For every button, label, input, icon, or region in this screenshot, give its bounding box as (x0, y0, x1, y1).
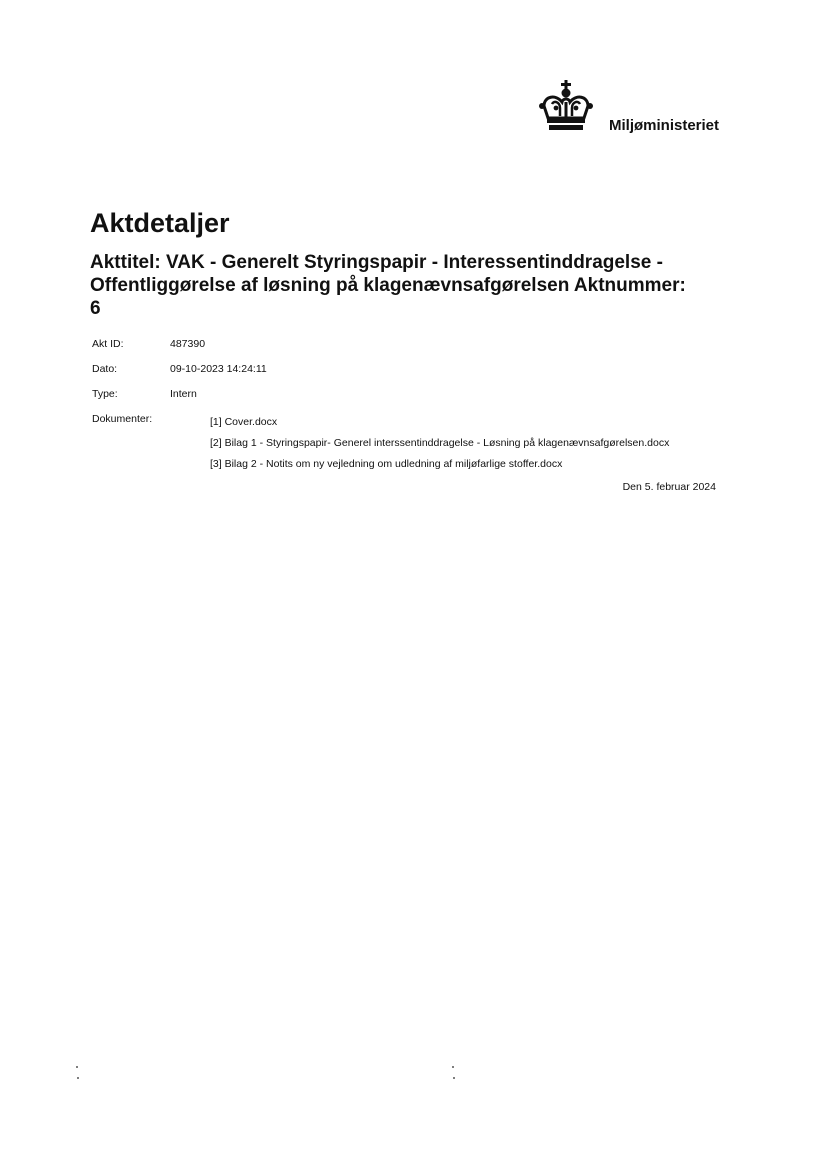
list-item: [1] Cover.docx (210, 416, 278, 428)
act-id-label: Akt ID: (92, 338, 124, 350)
document-date: Den 5. februar 2024 (622, 481, 716, 493)
act-title-block (90, 251, 700, 320)
act-number-label: Aktnummer: (573, 275, 686, 296)
type-value: Intern (170, 388, 197, 400)
documents-label: Dokumenter: (92, 413, 153, 425)
act-id-value: 487390 (170, 338, 206, 350)
act-title: VAK - Generelt Styringspapir - Interessentinddragelse - Offentliggørelse af løsning på klagenævnsafgørelsen (90, 252, 663, 296)
page-title: Aktdetaljer (90, 208, 230, 238)
scan-speck (77, 1077, 79, 1079)
ministry-logo (538, 80, 738, 140)
ministry-name: Miljøministeriet (609, 117, 720, 134)
date-label: Dato: (92, 363, 118, 375)
list-item: [3] Bilag 2 - Notits om ny vejledning om udledning af miljøfarlige stoffer.docx (210, 458, 563, 470)
act-title-label: Akttitel: (90, 252, 161, 273)
document-list (210, 412, 669, 475)
type-label: Type: (92, 388, 118, 400)
scan-speck (453, 1077, 455, 1079)
list-item: [2] Bilag 1 - Styringspapir- Generel interssentinddragelse - Løsning på klagenævnsafgørelsen.docx (210, 437, 670, 449)
date-value: 09-10-2023 14:24:11 (170, 363, 267, 375)
crown-icon (538, 80, 594, 134)
scan-speck (452, 1066, 454, 1068)
scan-speck (76, 1066, 78, 1068)
act-number: 6 (90, 298, 101, 319)
